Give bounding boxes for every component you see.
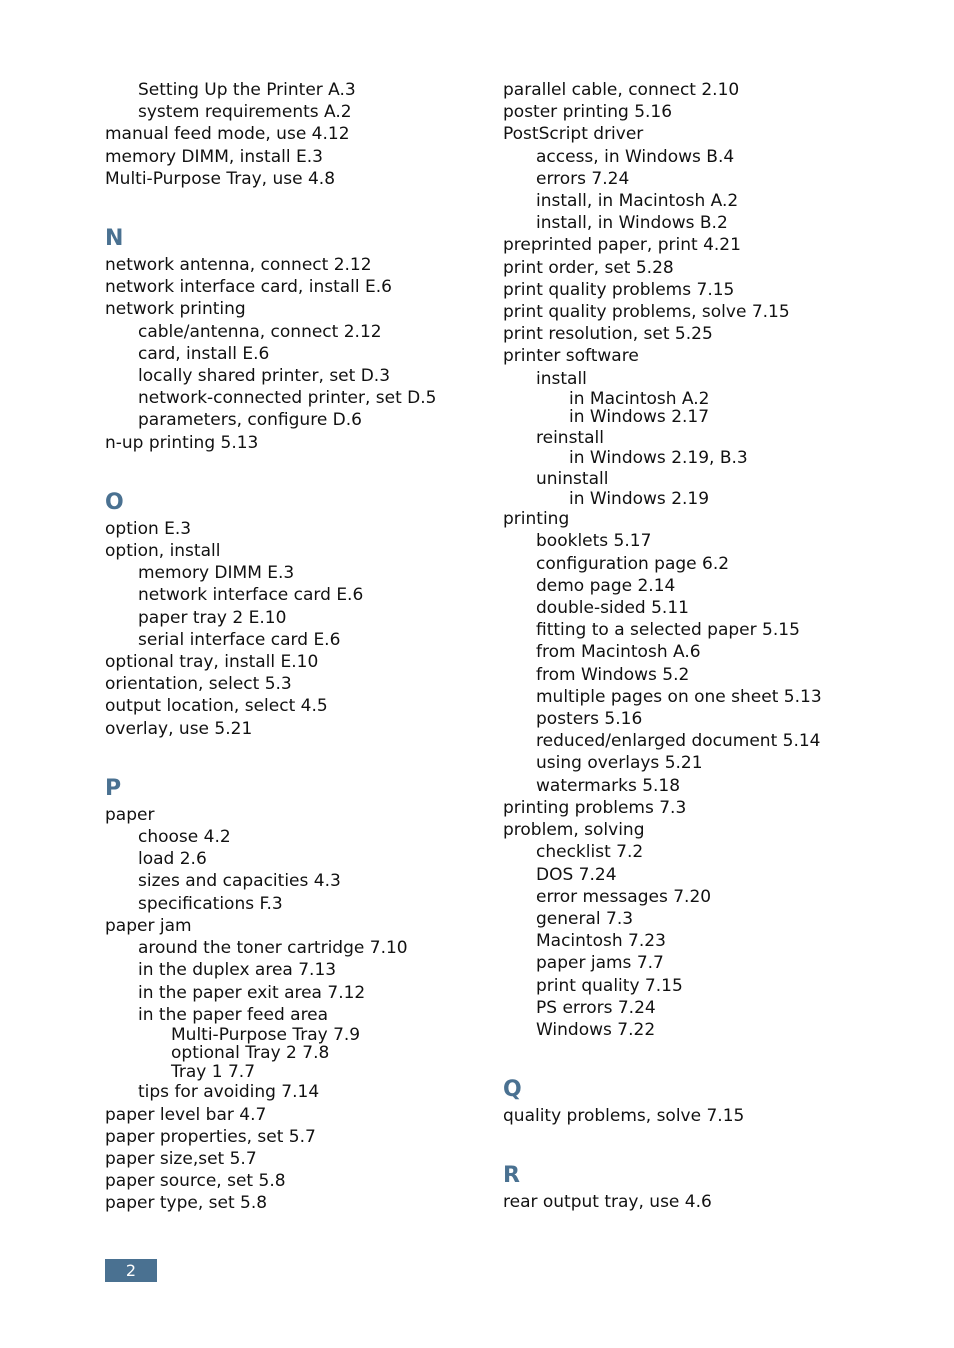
index-subentry: network-connected printer, set D.5 — [138, 388, 437, 409]
index-subentry: PS errors 7.24 — [536, 997, 656, 1018]
index-entry: orientation, select 5.3 — [105, 674, 292, 695]
index-subentry: in Windows 2.19 — [569, 488, 710, 509]
index-subentry: fitting to a selected paper 5.15 — [536, 620, 800, 641]
page-number-badge: 2 — [105, 1259, 157, 1282]
index-entry: paper jam — [105, 915, 192, 936]
index-subentry: Setting Up the Printer A.3 — [138, 80, 356, 100]
index-entry: network antenna, connect 2.12 — [105, 255, 372, 276]
index-subentry: locally shared printer, set D.3 — [138, 366, 391, 387]
index-entry: rear output tray, use 4.6 — [503, 1192, 712, 1213]
index-entry: output location, select 4.5 — [105, 696, 328, 717]
index-subentry: serial interface card E.6 — [138, 629, 341, 650]
index-subentry: cable/antenna, connect 2.12 — [138, 321, 382, 342]
index-entry: PostScript driver — [503, 124, 644, 145]
index-subentry: Tray 1 7.7 — [171, 1061, 256, 1082]
index-subentry: tips for avoiding 7.14 — [138, 1082, 320, 1103]
index-entry: quality problems, solve 7.15 — [503, 1106, 745, 1127]
index-subentry: specifications F.3 — [138, 893, 283, 914]
index-subentry: memory DIMM E.3 — [138, 563, 295, 584]
index-section-letter: Q — [503, 1077, 522, 1103]
index-subentry: Multi-Purpose Tray 7.9 — [171, 1024, 361, 1045]
index-subentry: Windows 7.22 — [536, 1019, 656, 1040]
index-entry: paper size,set 5.7 — [105, 1149, 257, 1170]
index-section-letter: R — [503, 1163, 520, 1189]
index-entry: overlay, use 5.21 — [105, 718, 253, 739]
index-subentry: DOS 7.24 — [536, 864, 617, 885]
index-entry: paper — [105, 804, 155, 825]
index-subentry: in the paper feed area — [138, 1004, 329, 1025]
index-subentry: print quality 7.15 — [536, 975, 683, 996]
index-subentry: errors 7.24 — [536, 168, 630, 189]
index-subentry: booklets 5.17 — [536, 531, 652, 552]
index-column-right — [503, 79, 903, 1214]
index-subentry: using overlays 5.21 — [536, 753, 703, 774]
index-subentry: sizes and capacities 4.3 — [138, 871, 341, 892]
index-entry: paper level bar 4.7 — [105, 1104, 267, 1125]
index-subentry: general 7.3 — [536, 908, 634, 929]
index-subentry: double-sided 5.11 — [536, 598, 689, 619]
index-entry: n-up printing 5.13 — [105, 432, 259, 453]
index-entry: paper source, set 5.8 — [105, 1171, 286, 1192]
index-entry: print quality problems, solve 7.15 — [503, 302, 790, 323]
index-subentry: install, in Macintosh A.2 — [536, 191, 739, 212]
index-subentry: paper tray 2 E.10 — [138, 607, 287, 628]
index-subentry: around the toner cartridge 7.10 — [138, 938, 408, 959]
index-subentry: access, in Windows B.4 — [536, 146, 735, 167]
index-entry: network printing — [105, 299, 246, 320]
index-entry: manual feed mode, use 4.12 — [105, 124, 350, 145]
index-subentry: choose 4.2 — [138, 827, 231, 848]
index-subentry: reinstall — [536, 427, 604, 448]
index-entry: option, install — [105, 541, 221, 562]
index-subentry: error messages 7.20 — [536, 886, 712, 907]
index-entry: paper properties, set 5.7 — [105, 1126, 316, 1147]
index-subentry: watermarks 5.18 — [536, 775, 681, 796]
section-gap — [503, 1127, 903, 1161]
index-subentry: in Macintosh A.2 — [569, 388, 710, 409]
index-subentry: parameters, configure D.6 — [138, 410, 362, 431]
index-entry: print order, set 5.28 — [503, 257, 674, 278]
index-entry: printing — [503, 509, 570, 530]
index-entry: print resolution, set 5.25 — [503, 324, 713, 345]
index-entry: printing problems 7.3 — [503, 797, 687, 818]
index-subentry: posters 5.16 — [536, 709, 643, 730]
index-entry: paper type, set 5.8 — [105, 1193, 268, 1214]
index-subentry: paper jams 7.7 — [536, 953, 664, 974]
index-subentry: from Windows 5.2 — [536, 664, 690, 685]
index-subentry: in Windows 2.17 — [569, 407, 710, 428]
index-subentry: install, in Windows B.2 — [536, 213, 728, 234]
index-column-left — [105, 79, 485, 1215]
index-subentry: multiple pages on one sheet 5.13 — [536, 686, 822, 707]
index-subentry: checklist 7.2 — [536, 842, 644, 863]
index-subentry: uninstall — [536, 468, 609, 489]
index-subentry: in the duplex area 7.13 — [138, 960, 337, 981]
index-subentry: network interface card E.6 — [138, 585, 364, 606]
index-subentry: Macintosh 7.23 — [536, 931, 666, 952]
index-section-letter: N — [105, 226, 124, 252]
index-entry: print quality problems 7.15 — [503, 279, 735, 300]
index-subentry: install — [536, 368, 587, 389]
section-gap — [503, 1041, 903, 1075]
section-gap — [105, 740, 485, 774]
index-entry: problem, solving — [503, 820, 645, 841]
index-subentry: reduced/enlarged document 5.14 — [536, 731, 821, 752]
section-gap — [105, 190, 485, 224]
index-section-letter: O — [105, 489, 124, 515]
index-entry: memory DIMM, install E.3 — [105, 146, 323, 167]
index-subentry: in the paper exit area 7.12 — [138, 982, 366, 1003]
index-subentry: in Windows 2.19, B.3 — [569, 448, 748, 469]
index-section-letter: P — [105, 775, 122, 801]
index-entry: parallel cable, connect 2.10 — [503, 80, 740, 100]
index-subentry: system requirements A.2 — [138, 102, 352, 123]
index-entry: option E.3 — [105, 518, 192, 539]
index-entry: preprinted paper, print 4.21 — [503, 235, 741, 256]
index-subentry: configuration page 6.2 — [536, 553, 730, 574]
index-subentry: demo page 2.14 — [536, 575, 676, 596]
index-subentry: from Macintosh A.6 — [536, 642, 701, 663]
index-entry: optional tray, install E.10 — [105, 652, 319, 673]
index-entry: poster printing 5.16 — [503, 102, 673, 123]
section-gap — [105, 454, 485, 488]
index-subentry: card, install E.6 — [138, 343, 270, 364]
index-entry: printer software — [503, 346, 639, 367]
index-subentry: load 2.6 — [138, 849, 207, 870]
index-entry: Multi-Purpose Tray, use 4.8 — [105, 168, 336, 189]
index-entry: network interface card, install E.6 — [105, 277, 392, 298]
index-subentry: optional Tray 2 7.8 — [171, 1043, 330, 1064]
